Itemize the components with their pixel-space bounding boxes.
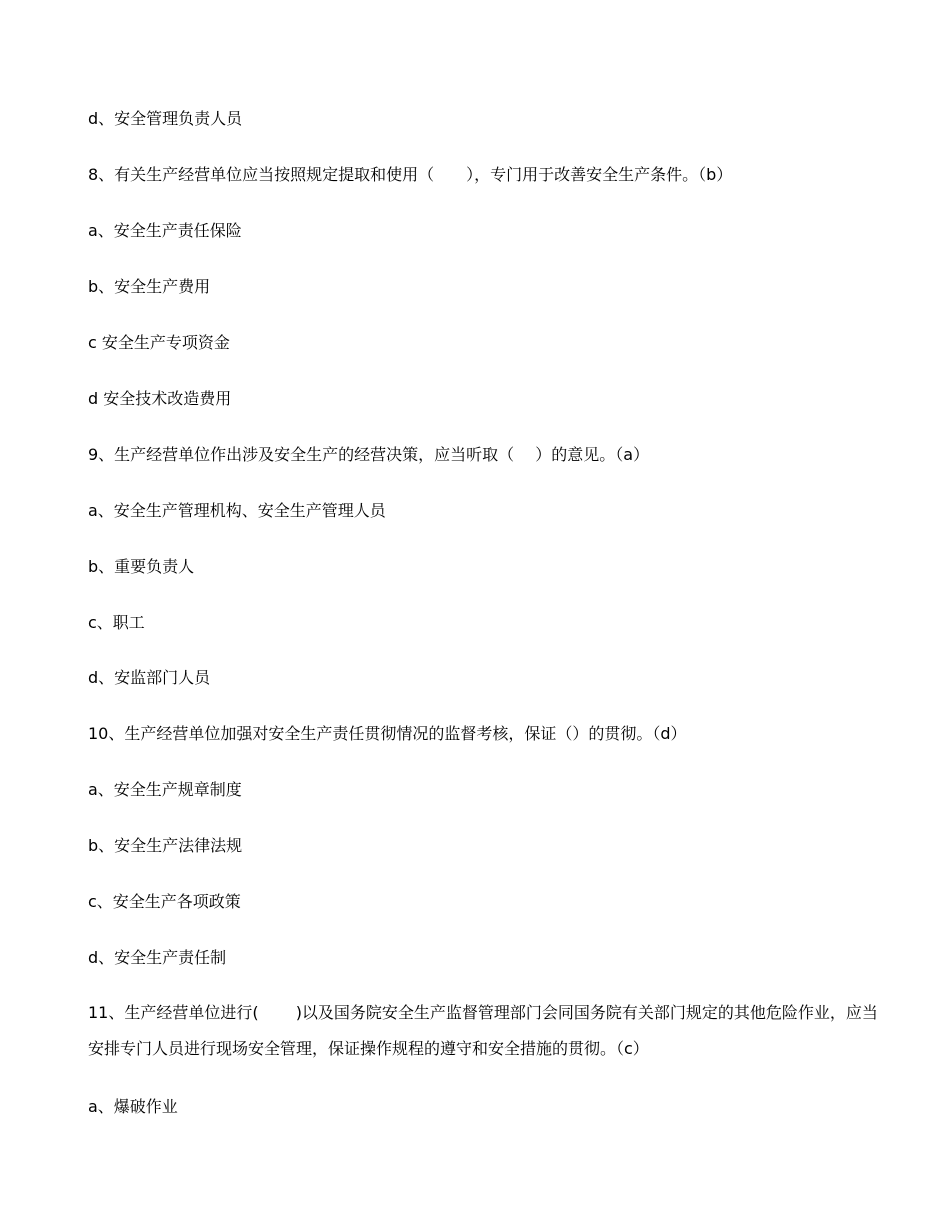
option-c-q9: c、职工 — [88, 613, 145, 632]
question-9: 9、生产经营单位作出涉及安全生产的经营决策，应当听取（ ）的意见。（a） — [88, 445, 650, 464]
question-11: 11、生产经营单位进行( )以及国务院安全生产监督管理部门会同国务院有关部门规定的其他危险作业，应当安排专门人员进行现场安全管理，保证操作规程的遵守和安全措施的贯彻。（c） — [88, 1003, 878, 1058]
option-c-q8: c 安全生产专项资金 — [88, 333, 230, 352]
option-a-q10: a、安全生产规章制度 — [88, 780, 242, 799]
option-d-q10: d、安全生产责任制 — [88, 948, 227, 967]
option-a-q9: a、安全生产管理机构、安全生产管理人员 — [88, 501, 386, 520]
option-a-q8: a、安全生产责任保险 — [88, 221, 242, 240]
option-b-q9: b、重要负责人 — [88, 557, 195, 576]
question-10: 10、生产经营单位加强对安全生产责任贯彻情况的监督考核，保证（）的贯彻。（d） — [88, 724, 687, 743]
option-c-q10: c、安全生产各项政策 — [88, 892, 241, 911]
option-a-q11: a、爆破作业 — [88, 1097, 178, 1116]
option-d-q9: d、安监部门人员 — [88, 668, 211, 687]
option-b-q10: b、安全生产法律法规 — [88, 836, 243, 855]
question-8: 8、有关生产经营单位应当按照规定提取和使用（ ），专门用于改善安全生产条件。（b） — [88, 165, 733, 184]
option-d-q7: d、安全管理负责人员 — [88, 109, 243, 128]
option-d-q8: d 安全技术改造费用 — [88, 389, 232, 408]
option-b-q8: b、安全生产费用 — [88, 277, 211, 296]
